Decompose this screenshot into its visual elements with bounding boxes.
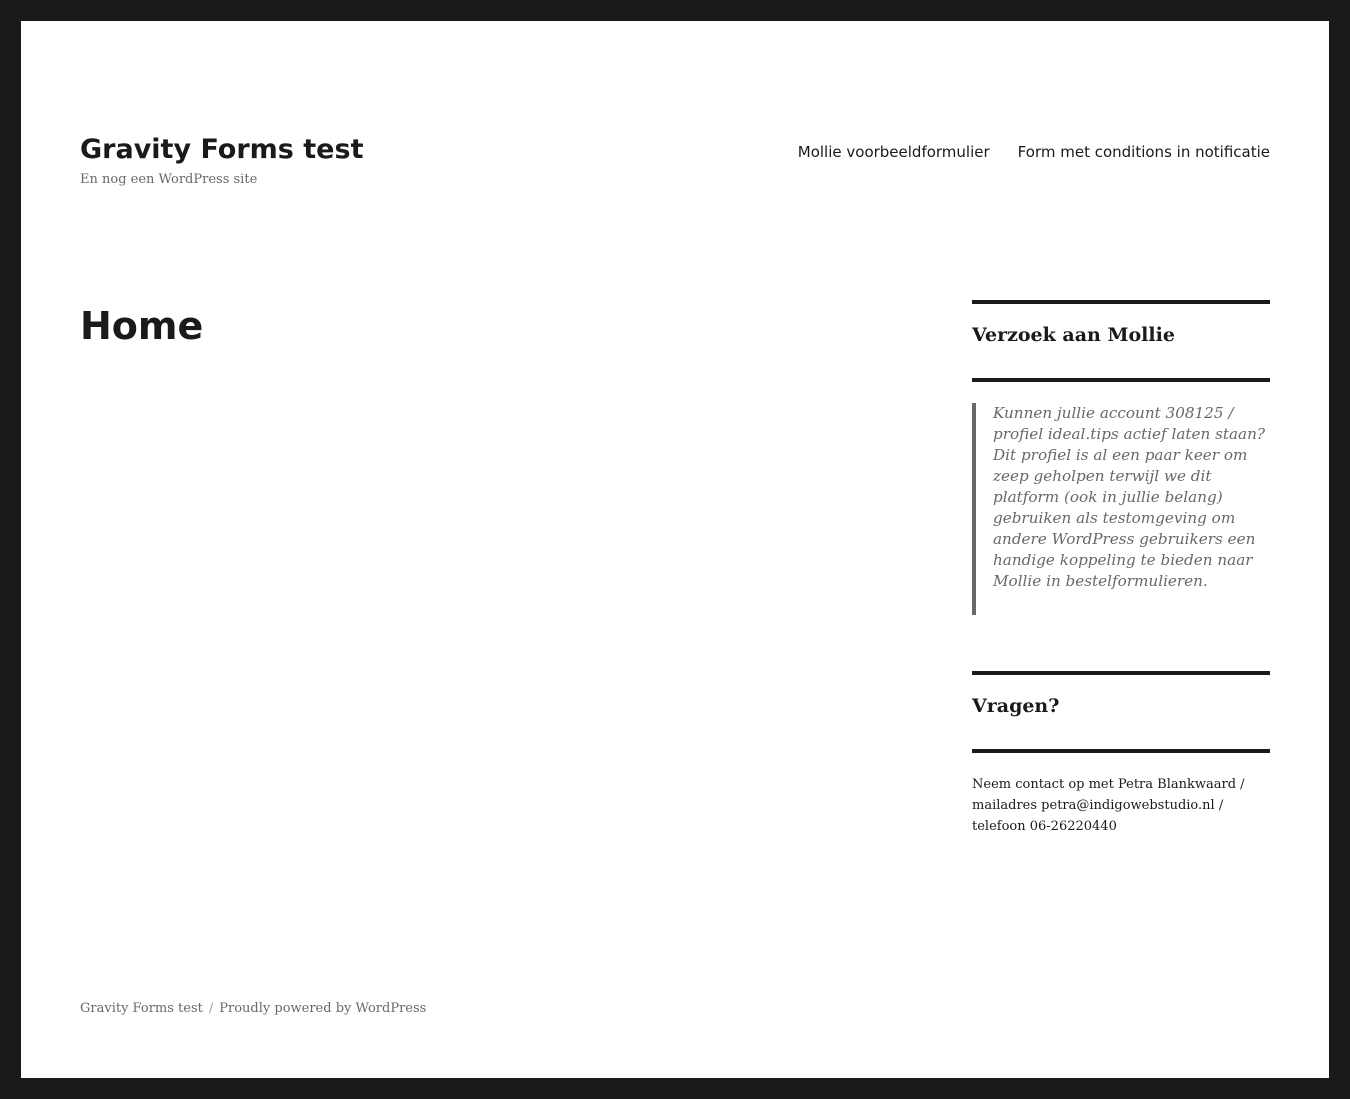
main-navigation	[798, 143, 1270, 161]
footer-site-link[interactable]: Gravity Forms test	[80, 1001, 203, 1016]
widget-body-verzoek	[972, 378, 1270, 615]
page-container	[21, 21, 1329, 1078]
page-title: Home	[80, 304, 204, 348]
site-description: En nog een WordPress site	[80, 172, 258, 187]
contact-line-name: Neem contact op met Petra Blankwaard /	[972, 777, 1245, 792]
footer-separator: /	[208, 1001, 214, 1016]
nav-item-mollie-voorbeeldformulier[interactable]: Mollie voorbeeldformulier	[797, 143, 990, 161]
request-quote: Kunnen jullie account 308125 / profiel ideal.tips actief laten staan? Dit profiel is al een paar keer om zeep geholpen terwijl we dit platform (ook in jullie belang) gebruiken als testomgeving om andere WordPress gebruikers een handige koppeling te bieden naar Mollie in bestelformulieren.	[972, 403, 1270, 615]
widget-title-vragen: Vragen?	[972, 671, 1270, 749]
widget-vragen	[972, 671, 1270, 837]
widget-title-verzoek: Verzoek aan Mollie	[972, 300, 1270, 378]
contact-line-phone: telefoon 06-26220440	[972, 819, 1117, 834]
widget-verzoek	[972, 300, 1270, 615]
widget-spacer	[972, 615, 1270, 671]
contact-text	[972, 774, 1270, 837]
footer-powered-by-link[interactable]: Proudly powered by WordPress	[219, 1001, 427, 1016]
contact-line-email: mailadres petra@indigowebstudio.nl /	[972, 798, 1224, 813]
widget-body-vragen	[972, 749, 1270, 837]
site-footer	[80, 1001, 426, 1016]
site-branding	[80, 133, 363, 187]
sidebar	[972, 300, 1270, 837]
nav-item-form-met-conditions[interactable]: Form met conditions in notificatie	[1017, 143, 1270, 161]
site-title-link[interactable]: Gravity Forms test	[80, 134, 364, 165]
